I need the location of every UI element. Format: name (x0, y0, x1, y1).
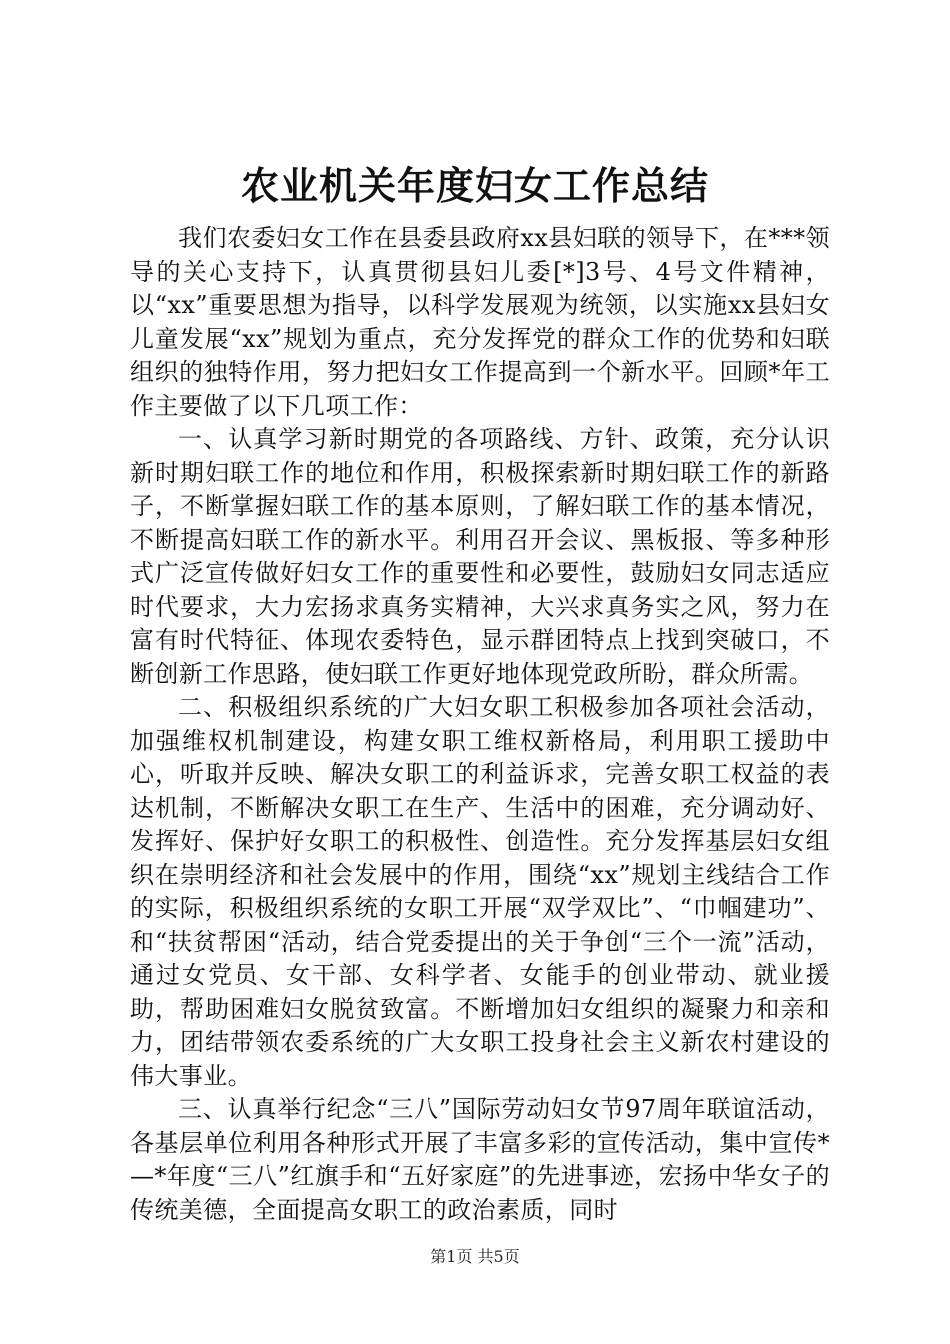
paragraph-section-1: 一、认真学习新时期党的各项路线、方针、政策，充分认识新时期妇联工作的地位和作用，积极探索新时期妇联工作的新路子，不断掌握妇联工作的基本原则，了解妇联工作的基本情况，不断提高妇联工作的新水平。利用召开会议、黑板报、等多种形式广泛宣传做好妇女工作的重要性和必要性，鼓励妇女同志适应时代要求，大力宏扬求真务实精神，大兴求真务实之风，努力在富有时代特征、体现农委特色，显示群团特点上找到突破口，不断创新工作思路，使妇联工作更好地体现党政所盼，群众所需。 (130, 425, 830, 688)
document-title: 农业机关年度妇女工作总结 (240, 163, 709, 208)
paragraph-section-2: 二、积极组织系统的广大妇女职工积极参加各项社会活动，加强维权机制建设，构建女职工维权新格局，利用职工援助中心，听取并反映、解决女职工的利益诉求，完善女职工权益的表达机制，不断解决女职工在生产、生活中的困难，充分调动好、发挥好、保护好女职工的积极性、创造性。充分发挥基层妇女组织在崇明经济和社会发展中的作用，围绕“xx”规划主线结合工作的实际，积极组织系统的女职工开展“双学双比”、“巾帼建功”、和“扶贫帮困“活动，结合党委提出的关于争创“三个一流”活动，通过女党员、女干部、女科学者、女能手的创业带动、就业援助，帮助困难妇女脱贫致富。不断增加妇女组织的凝聚力和亲和力，团结带领农委系统的广大女职工投身社会主义新农村建设的伟大事业。 (130, 693, 830, 1090)
paragraph-intro: 我们农委妇女工作在县委县政府xx县妇联的领导下，在***领导的关心支持下，认真贯彻县妇儿委[*]3号、4号文件精神，以“xx”重要思想为指导，以科学发展观为统领，以实施xx县妇女儿童发展“xx”规划为重点，充分发挥党的群众工作的优势和妇联组织的独特作用，努力把妇女工作提高到一个新水平。回顾*年工作主要做了以下几项工作： (130, 224, 830, 420)
page-number-footer: 第1页 共5页 (430, 1247, 520, 1266)
paragraph-section-3: 三、认真举行纪念“三八”国际劳动妇女节97周年联谊活动，各基层单位利用各种形式开展了丰富多彩的宣传活动，集中宣传*—*年度“三八”红旗手和“五好家庭”的先进事迹，宏扬中华女子的传统美德，全面提高女职工的政治素质，同时 (130, 1095, 830, 1224)
document-body (130, 222, 830, 1227)
